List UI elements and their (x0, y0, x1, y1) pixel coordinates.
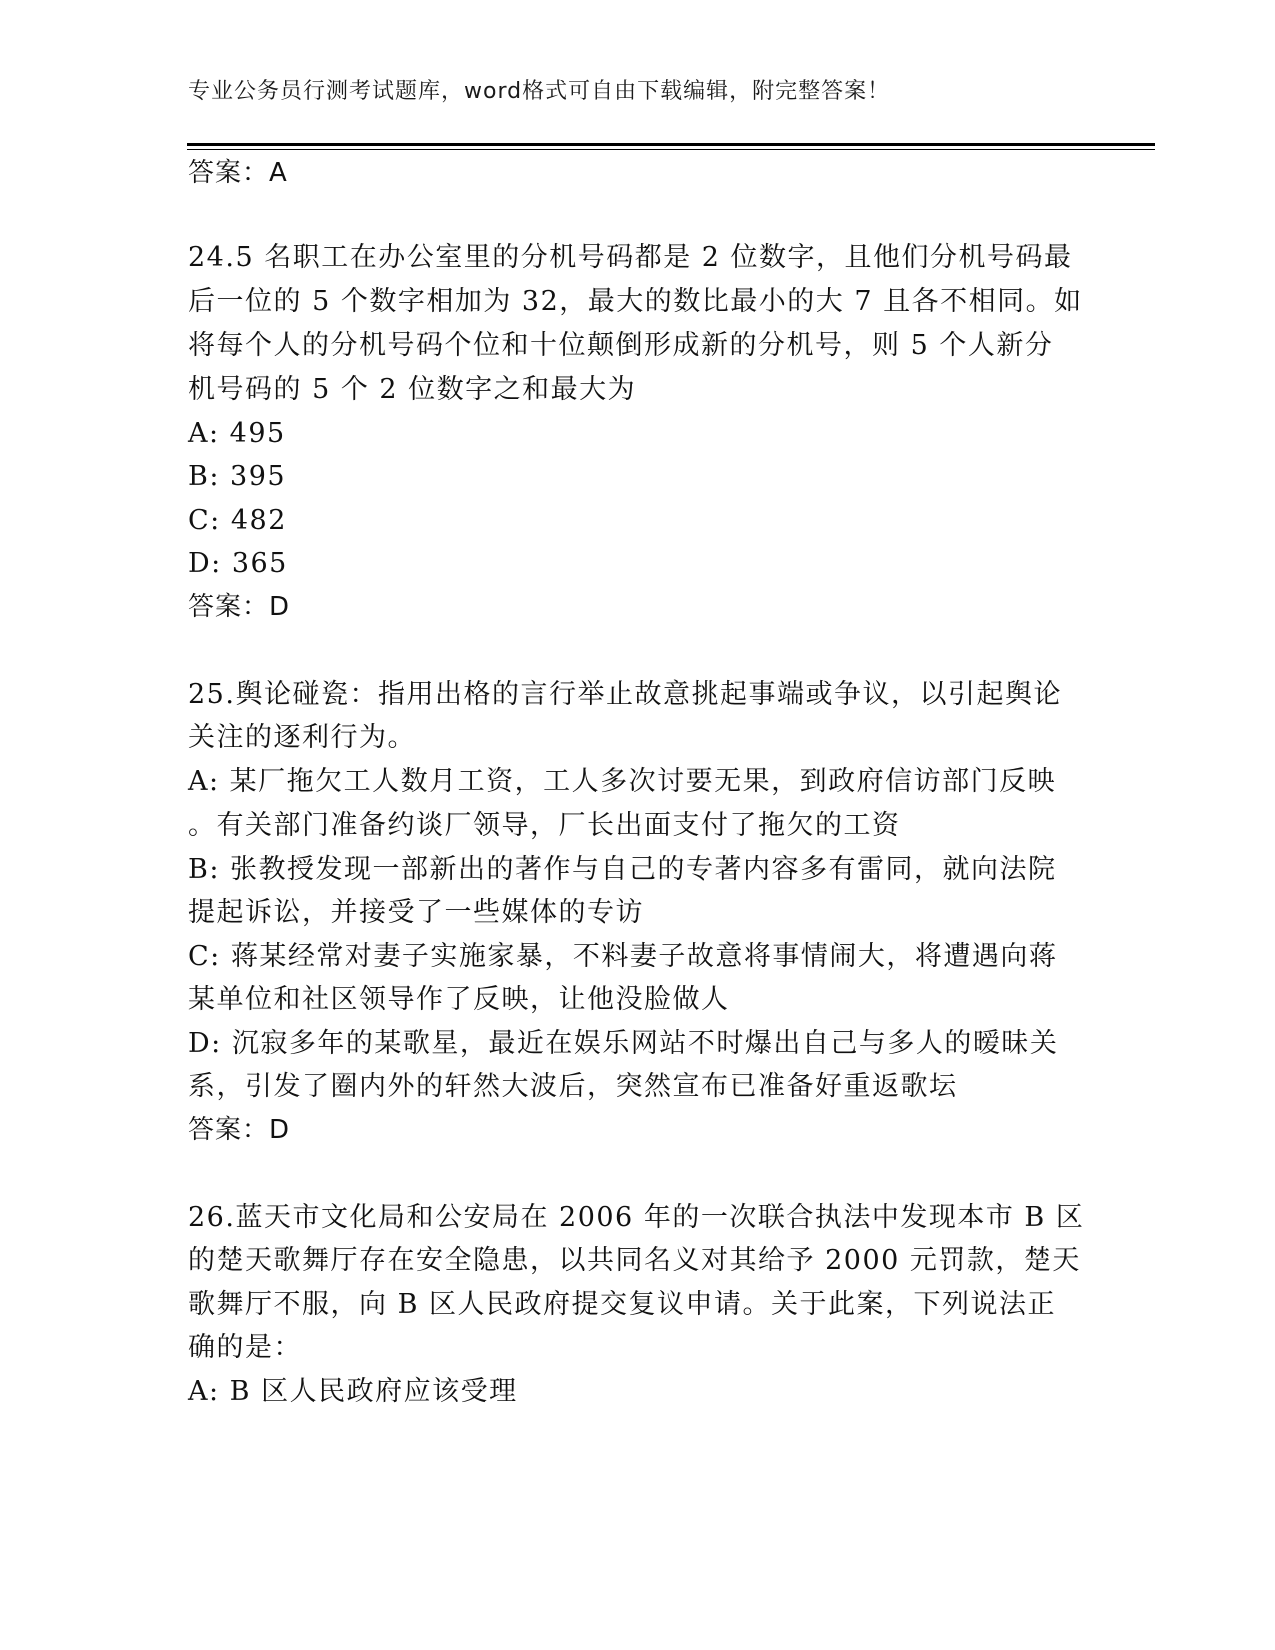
q26-text-line-4: 确的是： (188, 1332, 302, 1363)
q26-text-line-2: 的楚天歌舞厅存在安全隐患，以共同名义对其给予 2000 元罚款，楚天 (188, 1245, 1081, 1276)
q24-option-a: A: 495 (188, 418, 286, 449)
q25-option-c-line-2: 某单位和社区领导作了反映，让他没脸做人 (188, 984, 730, 1015)
q24-text-line-4: 机号码的 5 个 2 位数字之和最大为 (188, 374, 637, 405)
header-rule-thin (187, 149, 1155, 150)
q24-option-b: B: 395 (188, 461, 287, 492)
q25-option-c-line-1: C: 蒋某经常对妻子实施家暴，不料妻子故意将事情闹大，将遭遇向蒋 (188, 941, 1058, 972)
q24-text-line-3: 将每个人的分机号码个位和十位颠倒形成新的分机号，则 5 个人新分 (188, 330, 1054, 361)
q24-answer: 答案：D (188, 592, 291, 622)
header-rule-thick (187, 143, 1155, 146)
page-header: 专业公务员行测考试题库，word格式可自由下载编辑，附完整答案！ (188, 79, 891, 104)
q24-option-d: D: 365 (188, 548, 288, 579)
q24-text-line-1: 24.5 名职工在办公室里的分机号码都是 2 位数字，且他们分机号码最 (188, 242, 1073, 273)
q26-text-line-1: 26.蓝天市文化局和公安局在 2006 年的一次联合执法中发现本市 B 区 (188, 1202, 1085, 1233)
q25-option-d-line-1: D: 沉寂多年的某歌星，最近在娱乐网站不时爆出自己与多人的暧昧关 (188, 1028, 1059, 1059)
q25-option-a-line-2: 。有关部门准备约谈厂领导，厂长出面支付了拖欠的工资 (188, 810, 901, 841)
q25-option-b-line-2: 提起诉讼，并接受了一些媒体的专访 (188, 897, 644, 928)
q24-option-c: C: 482 (188, 505, 287, 536)
q24-text-line-2: 后一位的 5 个数字相加为 32，最大的数比最小的大 7 且各不相同。如 (188, 286, 1083, 317)
q25-text-line-1: 25.舆论碰瓷：指用出格的言行举止故意挑起事端或争议，以引起舆论 (188, 679, 1062, 710)
q25-option-d-line-2: 系，引发了圈内外的轩然大波后，突然宣布已准备好重返歌坛 (188, 1071, 958, 1102)
previous-answer: 答案：A (188, 158, 288, 188)
q25-option-b-line-1: B: 张教授发现一部新出的著作与自己的专著内容多有雷同，就向法院 (188, 854, 1057, 885)
q25-answer: 答案：D (188, 1115, 291, 1145)
q26-text-line-3: 歌舞厅不服，向 B 区人民政府提交复议申请。关于此案，下列说法正 (188, 1289, 1057, 1320)
q26-option-a: A: B 区人民政府应该受理 (188, 1376, 518, 1407)
q25-text-line-2: 关注的逐利行为。 (188, 722, 416, 753)
q25-option-a-line-1: A: 某厂拖欠工人数月工资，工人多次讨要无果，到政府信访部门反映 (188, 766, 1057, 797)
